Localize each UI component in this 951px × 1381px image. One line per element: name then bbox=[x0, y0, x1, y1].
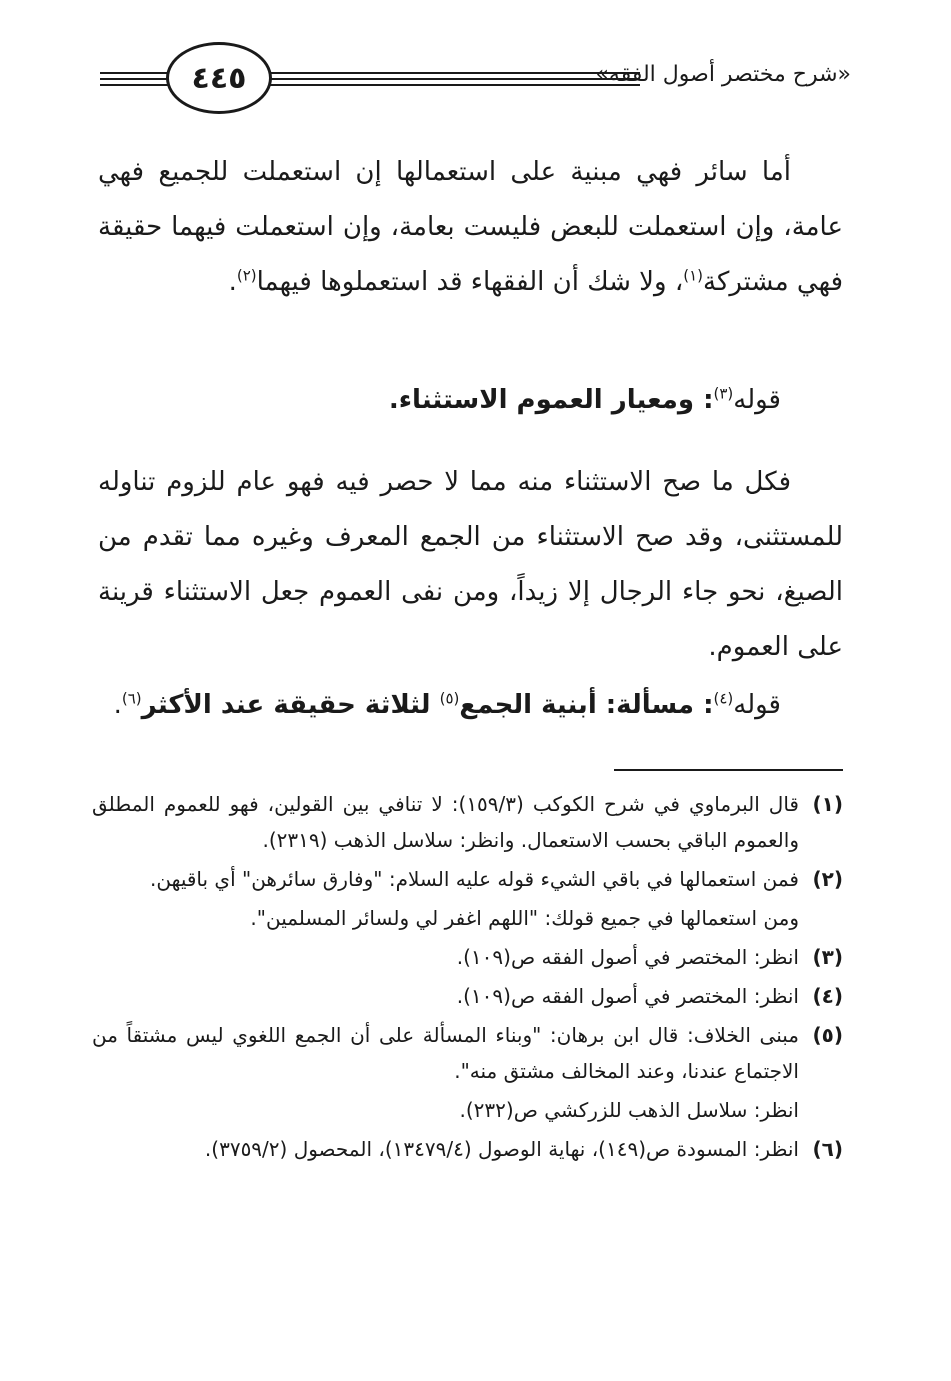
running-title: «شرح مختصر أصول الفقه» bbox=[595, 62, 851, 87]
footnotes bbox=[92, 786, 843, 1170]
footnote bbox=[92, 861, 843, 897]
footnote-number: (٣) bbox=[812, 945, 843, 969]
paragraph-2 bbox=[98, 455, 843, 675]
footnote-text: قال البرماوي في شرح الكوكب (١٥٩/٣): لا تنافي بين القولين، فهو للعموم المطلق والعموم الباقي بحسب الاستعمال. وانظر: سلاسل الذهب (٢٣١٩). bbox=[92, 792, 799, 852]
heading-sep: : bbox=[694, 385, 714, 415]
footnote bbox=[92, 939, 843, 975]
paragraph-1-end: . bbox=[228, 267, 237, 297]
heading-text: لثلاثة حقيقة عند الأكثر bbox=[141, 690, 440, 720]
footnote-text: انظر: المختصر في أصول الفقه ص(١٠٩). bbox=[456, 945, 799, 969]
footnote bbox=[92, 1131, 843, 1167]
heading-sep: : bbox=[694, 690, 714, 720]
paragraph-2-text: فكل ما صح الاستثناء منه مما لا حصر فيه فهو عام للزوم تناوله للمستثنى، وقد صح الاستثناء من الجمع المعرف وغيره مما تقدم من الصيغ، نحو جاء الرجال إلا زيداً، ومن نفى العموم جعل الاستثناء قرينة على العموم. bbox=[98, 467, 843, 662]
heading-text: مسألة: أبنية الجمع bbox=[459, 690, 695, 720]
footnote-text: انظر: المسودة ص(١٤٩)، نهاية الوصول (١٣٤٧٩/٤)، المحصول (٣٧٥٩/٢). bbox=[204, 1137, 799, 1161]
footnote-continuation: انظر: سلاسل الذهب للزركشي ص(٢٣٢). bbox=[459, 1098, 799, 1122]
footnote-ref: (٣) bbox=[713, 384, 734, 403]
footnote-number: (٢) bbox=[812, 867, 843, 891]
page-number: ٤٤٥ bbox=[166, 42, 272, 114]
footnote-ref: (٥) bbox=[439, 689, 460, 708]
heading-prefix: قوله bbox=[733, 690, 781, 720]
footnote-ref: (٦) bbox=[121, 689, 142, 708]
footnote-separator bbox=[614, 769, 843, 771]
footnote-number: (١) bbox=[812, 792, 843, 816]
footnote-number: (٥) bbox=[812, 1023, 843, 1047]
page-header bbox=[0, 0, 951, 120]
footnote-text: مبنى الخلاف: قال ابن برهان: "وبناء المسألة على أن الجمع اللغوي ليس مشتقاً من الاجتماع عندنا، وعند المخالف مشتق منه". bbox=[92, 1023, 799, 1083]
footnote-text: فمن استعمالها في باقي الشيء قوله عليه السلام: "وفارق سائرهن" أي باقيهن. bbox=[150, 867, 799, 891]
footnote-continuation: ومن استعمالها في جميع قولك: "اللهم اغفر لي ولسائر المسلمين". bbox=[250, 906, 799, 930]
paragraph-1 bbox=[98, 145, 843, 310]
footnote bbox=[92, 978, 843, 1014]
footnote bbox=[92, 786, 843, 858]
paragraph-1-text: أما سائر فهي مبنية على استعمالها إن استعملت للجميع فهي عامة، وإن استعملت للبعض فليست بعامة، وإن استعملت فيهما حقيقة فهي مشتركة bbox=[98, 157, 843, 297]
footnote bbox=[92, 1017, 843, 1089]
heading-end: . bbox=[113, 690, 122, 720]
footnote-ref: (٤) bbox=[713, 689, 734, 708]
footnote-text: انظر: المختصر في أصول الفقه ص(١٠٩). bbox=[456, 984, 799, 1008]
paragraph-1-text: ، ولا شك أن الفقهاء قد استعملوها فيهما bbox=[256, 267, 684, 297]
heading-1 bbox=[389, 385, 781, 415]
footnote-number: (٦) bbox=[812, 1137, 843, 1161]
footnote-number: (٤) bbox=[812, 984, 843, 1008]
heading-text: ومعيار العموم الاستثناء. bbox=[388, 385, 695, 415]
footnote-ref: (٢) bbox=[236, 266, 257, 285]
heading-prefix: قوله bbox=[733, 385, 781, 415]
footnote-ref: (١) bbox=[683, 266, 704, 285]
heading-2 bbox=[114, 690, 781, 720]
